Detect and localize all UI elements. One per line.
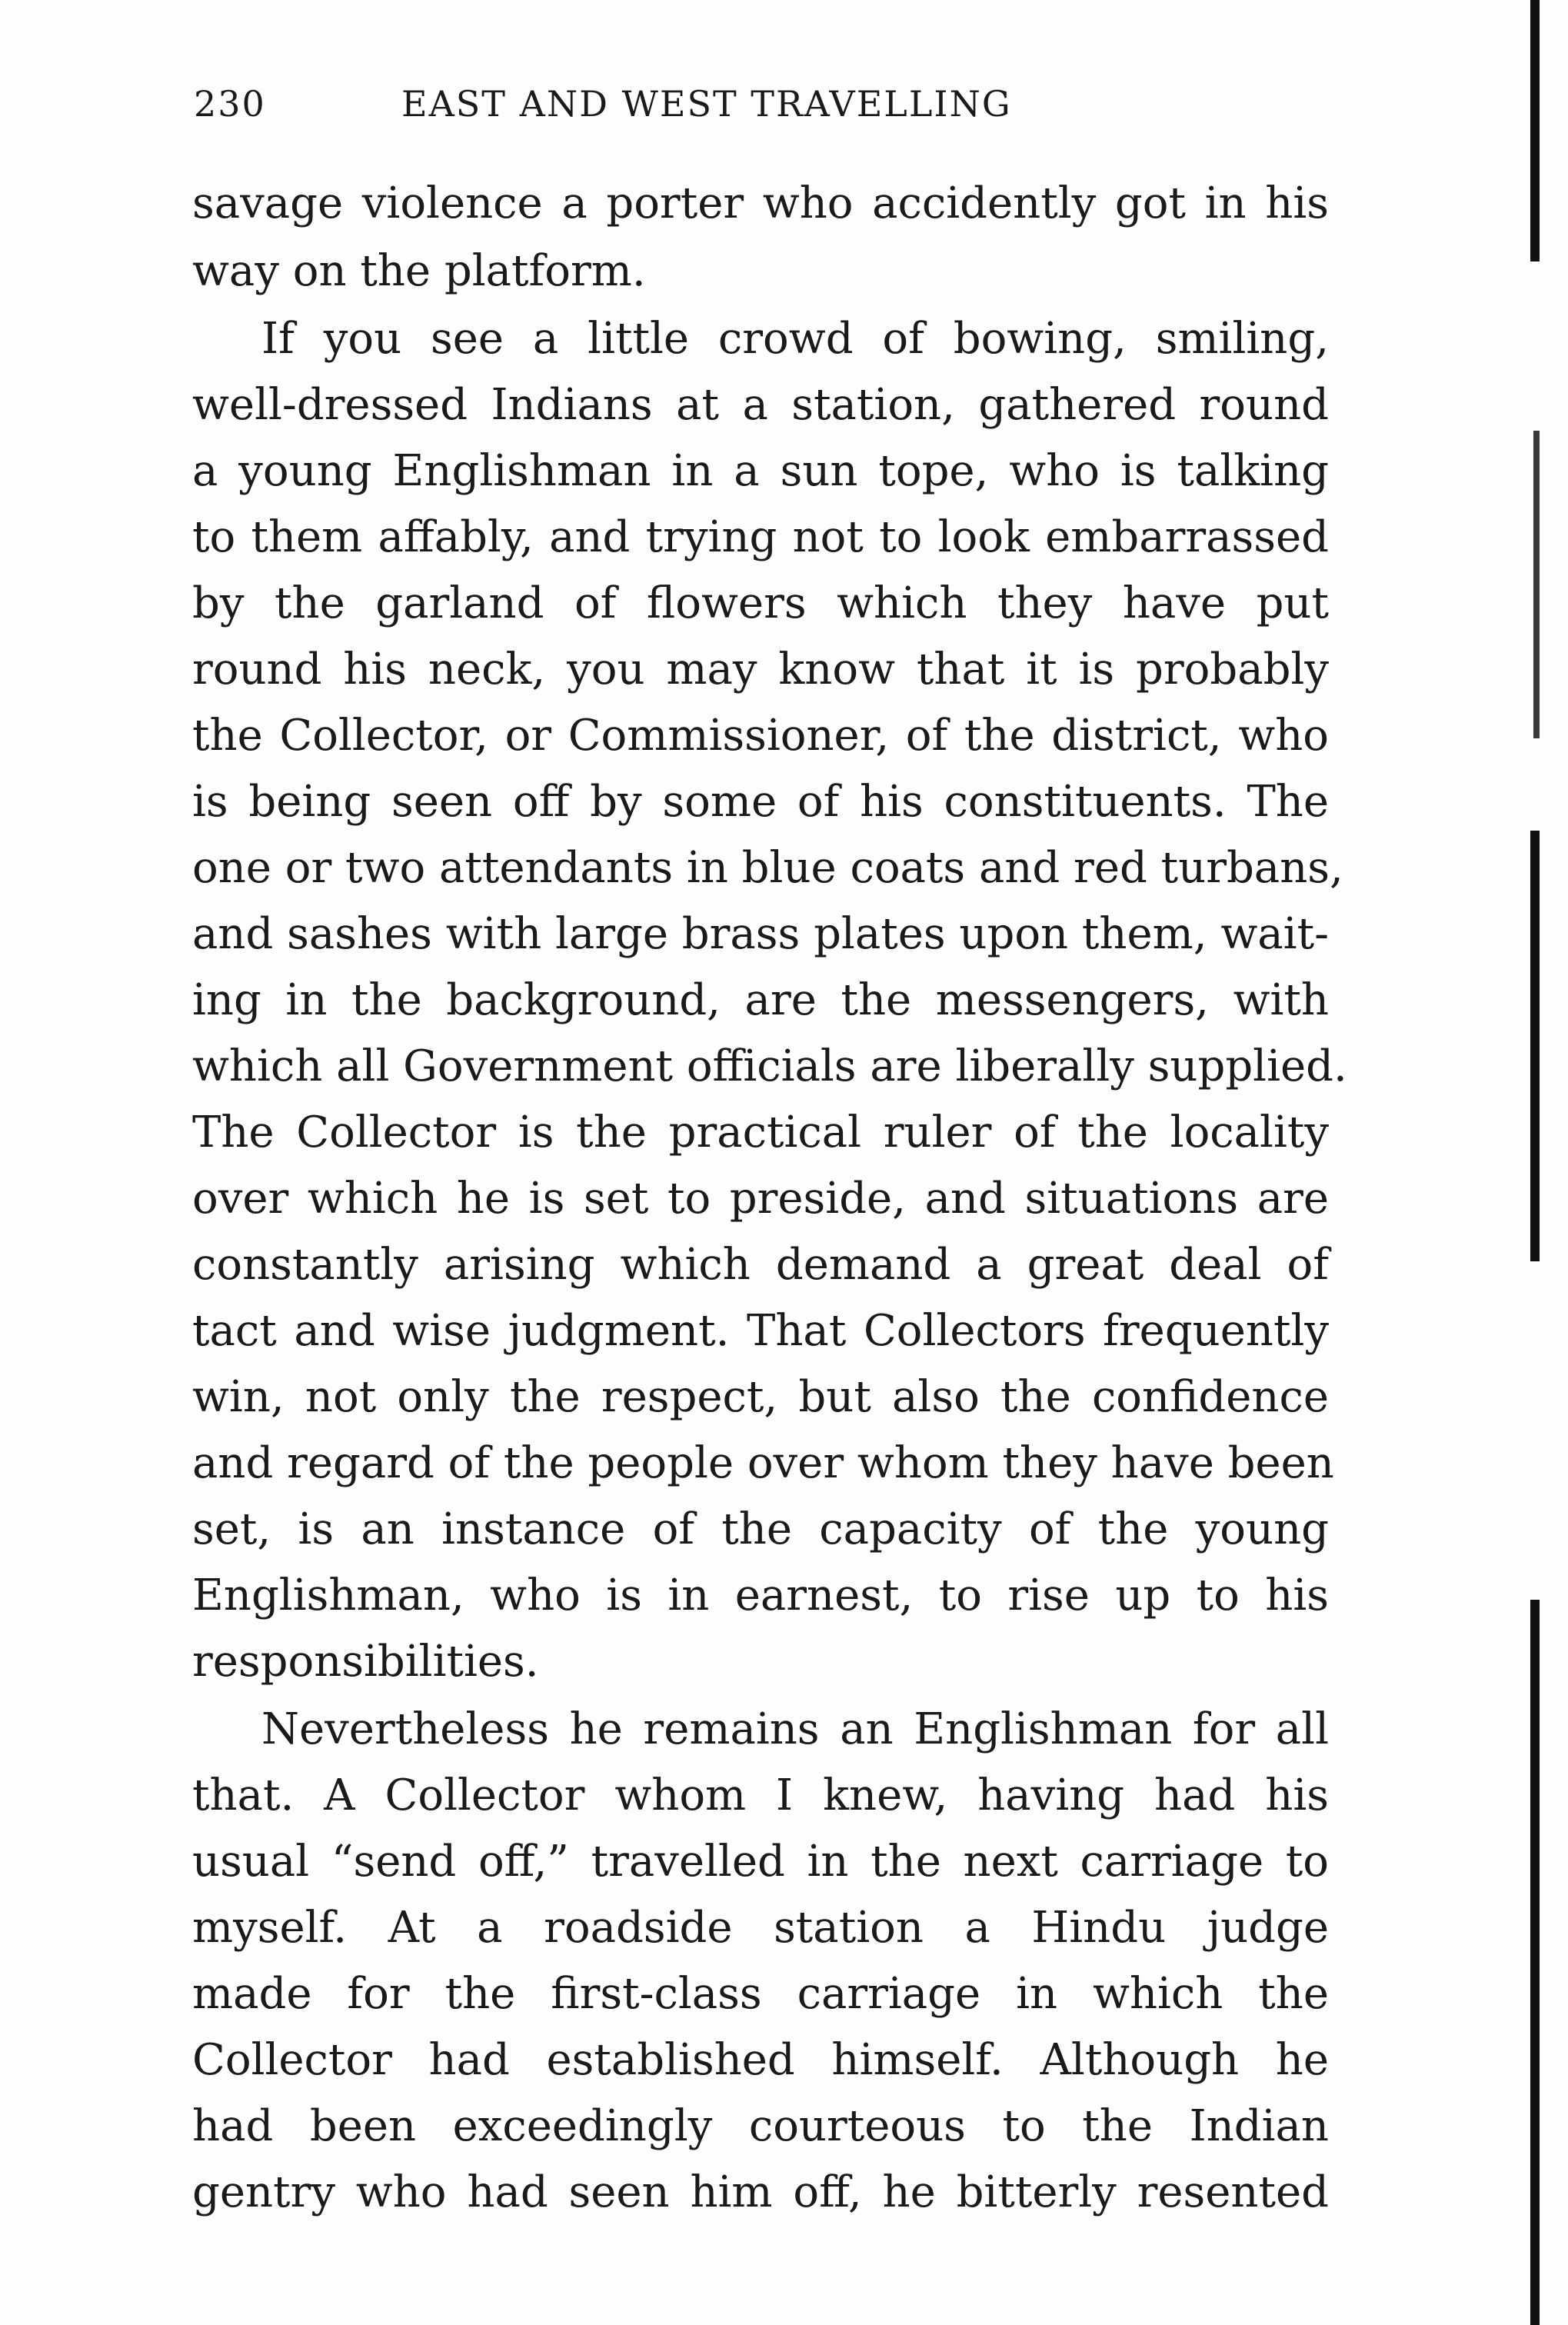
text-line: Collector had established himself. Although he (192, 2035, 1329, 2085)
text-line: the Collector, or Commissioner, of the district, who (192, 711, 1329, 761)
running-title: EAST AND WEST TRAVELLING (401, 83, 1012, 125)
text-line: and sashes with large brass plates upon them, wait- (192, 909, 1329, 959)
text-line: The Collector is the practical ruler of the locality (192, 1108, 1329, 1158)
edge-segment (1533, 431, 1540, 738)
text-line: to them affably, and trying not to look embarrassed (192, 512, 1329, 562)
page-header (194, 83, 1347, 145)
text-line: set, is an instance of the capacity of the young (192, 1504, 1329, 1554)
text-line: Englishman, who is in earnest, to rise up to his (192, 1571, 1329, 1621)
paragraph-start-line: If you see a little crowd of bowing, smiling, (261, 314, 1329, 364)
paragraph-start-line: Nevertheless he remains an Englishman for all (261, 1704, 1329, 1754)
text-line: tact and wise judgment. That Collectors frequently (192, 1306, 1329, 1356)
edge-segment (1530, 0, 1540, 261)
text-line: which all Government officials are liberally supplied. (192, 1041, 1347, 1091)
page-number: 230 (194, 83, 266, 125)
text-line: well-dressed Indians at a station, gathered round (192, 380, 1329, 430)
text-line: is being seen off by some of his constituents. The (192, 777, 1329, 827)
text-line: over which he is set to preside, and situations are (192, 1174, 1329, 1224)
text-line: win, not only the respect, but also the confidence (192, 1372, 1329, 1422)
text-line: and regard of the people over whom they have been (192, 1438, 1334, 1488)
text-line: had been exceedingly courteous to the Indian (192, 2101, 1329, 2151)
text-line: constantly arising which demand a great deal of (192, 1240, 1329, 1290)
text-line: a young Englishman in a sun tope, who is talking (192, 446, 1329, 496)
edge-segment (1530, 1600, 1540, 2325)
text-line: savage violence a porter who accidently got in his (192, 178, 1329, 228)
text-line: that. A Collector whom I knew, having had his (192, 1770, 1329, 1820)
text-line: gentry who had seen him off, he bitterly resented (192, 2167, 1329, 2217)
text-line: made for the first-class carriage in which the (192, 1969, 1329, 2019)
text-line: responsibilities. (192, 1637, 539, 1687)
text-line: way on the platform. (192, 246, 646, 296)
text-line: ing in the background, are the messengers, with (192, 975, 1329, 1025)
text-line: one or two attendants in blue coats and red turbans, (192, 843, 1343, 893)
text-line: myself. At a roadside station a Hindu judge (192, 1903, 1329, 1953)
text-line: by the garland of flowers which they have put (192, 578, 1329, 628)
edge-segment (1530, 831, 1540, 1261)
text-line: usual “send off,” travelled in the next carriage to (192, 1837, 1329, 1887)
text-line: round his neck, you may know that it is probably (192, 645, 1329, 695)
